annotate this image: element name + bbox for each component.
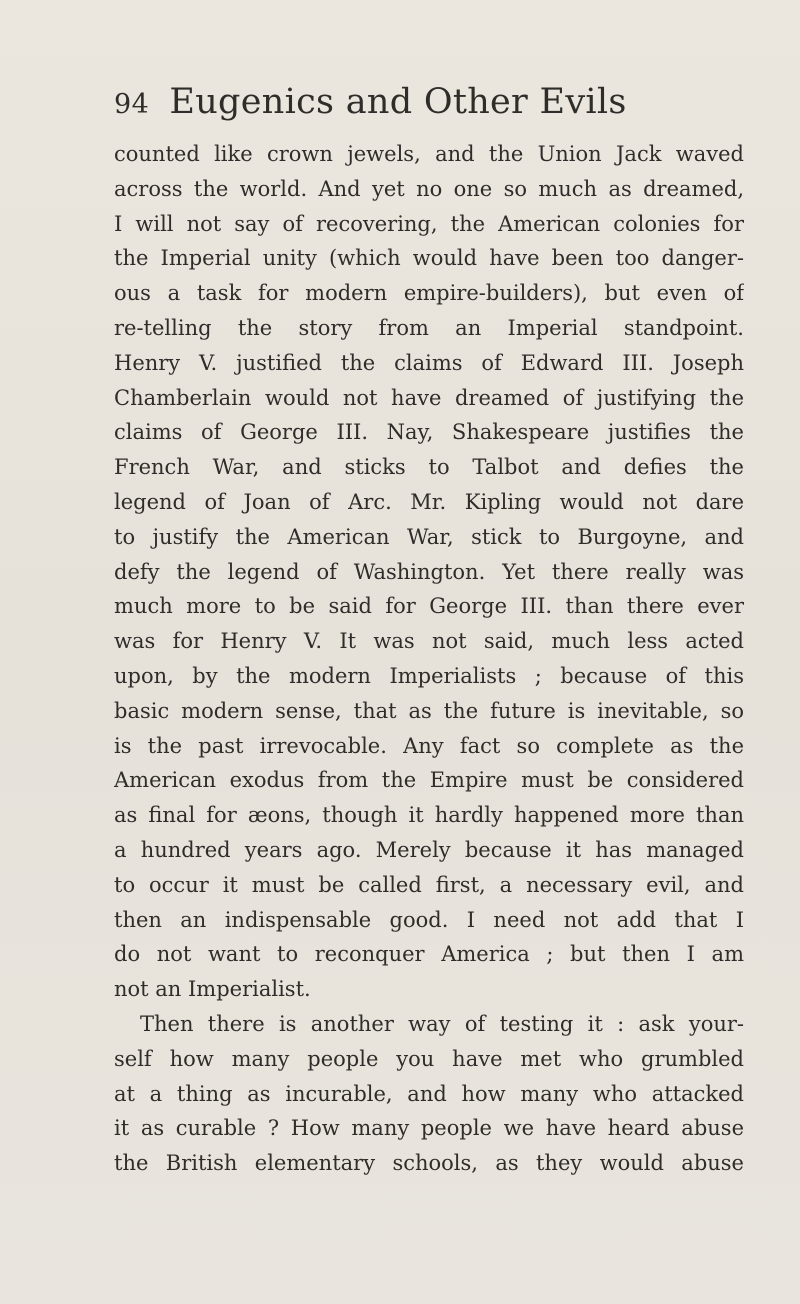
- text-line: claims of George III. Nay, Shakespeare justifies the: [114, 420, 744, 445]
- running-title: Eugenics and Other Evils: [169, 82, 627, 122]
- text-line: across the world. And yet no one so much as dreamed,: [114, 176, 744, 201]
- paragraph-end-line: not an Imperialist.: [114, 977, 311, 1002]
- body-text: [114, 137, 744, 1181]
- text-line: ous a task for modern empire-builders), but even of: [114, 281, 744, 306]
- text-line: Chamberlain would not have dreamed of justifying the: [114, 385, 744, 410]
- text-line: is the past irrevocable. Any fact so complete as the: [114, 733, 744, 758]
- text-line: upon, by the modern Imperialists ; because of this: [114, 663, 744, 688]
- text-line: basic modern sense, that as the future is inevitable, so: [114, 698, 744, 723]
- page-number: 94: [114, 89, 150, 120]
- text-line: to occur it must be called first, a necessary evil, and: [114, 872, 744, 897]
- text-line: at a thing as incurable, and how many who attacked: [114, 1081, 744, 1106]
- text-line: counted like crown jewels, and the Union Jack waved: [114, 142, 744, 166]
- text-line: I will not say of recovering, the American colonies for: [114, 211, 744, 236]
- text-line: Henry V. justified the claims of Edward III. Joseph: [114, 350, 744, 375]
- text-line: as final for æons, though it hardly happened more than: [114, 803, 744, 828]
- text-line: the Imperial unity (which would have been too danger-: [114, 246, 744, 271]
- text-line: do not want to reconquer America ; but then I am: [114, 942, 744, 967]
- text-line: a hundred years ago. Merely because it has managed: [114, 837, 744, 862]
- text-line: much more to be said for George III. than there ever: [114, 594, 744, 619]
- text-line: to justify the American War, stick to Burgoyne, and: [114, 524, 744, 549]
- paragraph-start-line: Then there is another way of testing it : ask your-: [140, 1011, 744, 1036]
- text-line: then an indispensable good. I need not add that I: [114, 907, 744, 932]
- text-line: it as curable ? How many people we have heard abuse: [114, 1116, 744, 1141]
- text-line: the British elementary schools, as they would abuse: [114, 1151, 744, 1176]
- text-line: legend of Joan of Arc. Mr. Kipling would not dare: [114, 489, 744, 514]
- text-line: American exodus from the Empire must be considered: [114, 768, 744, 793]
- text-line: defy the legend of Washington. Yet there really was: [114, 559, 744, 584]
- text-line: re-telling the story from an Imperial standpoint.: [114, 315, 744, 340]
- text-line: was for Henry V. It was not said, much less acted: [114, 629, 744, 654]
- page-header: [114, 82, 754, 132]
- text-line: French War, and sticks to Talbot and defies the: [114, 455, 744, 480]
- text-line: self how many people you have met who grumbled: [114, 1046, 744, 1071]
